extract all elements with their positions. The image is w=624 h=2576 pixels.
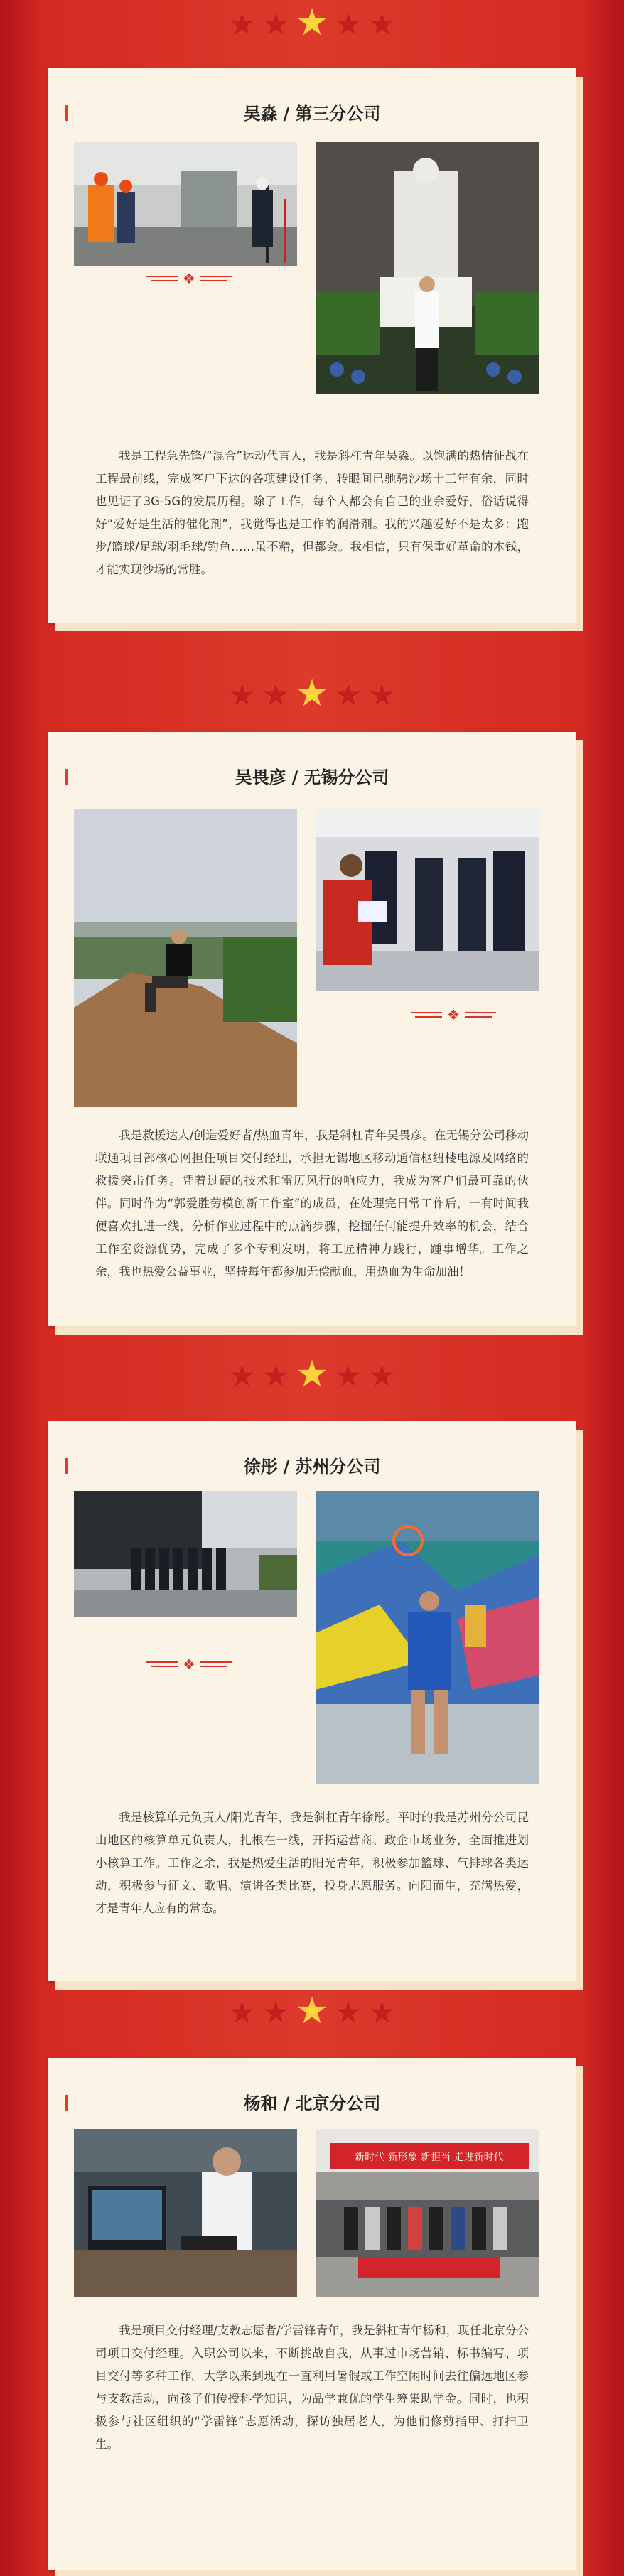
star-icon: ★ — [227, 6, 257, 43]
statue-photo — [316, 142, 539, 394]
banner-text: 新时代 新形象 新担当 走进新时代 — [355, 2152, 504, 2163]
profile-card — [48, 732, 576, 1326]
profile-text: 我是项目交付经理/支教志愿者/学雷锋青年，我是斜杠青年杨和，现任北京分公司项目交付经理。入职公司以来，不断挑战自我，从事过市场营销、标书编写、项目交付等多种工作。大学以来到现在一直利用暑假或工作空闲时间去往偏远地区参与支教活动，向孩子们传授科学知识，为品学兼优的学生筹集助学金。同时，也积极参与社区组织的“学雷锋”志愿活动，探访独居老人，为他们修剪指甲、打扫卫生。 — [95, 2324, 529, 2451]
card-title: 杨和 / 北京分公司 — [243, 2093, 381, 2113]
profile-card — [48, 2058, 576, 2570]
diamond-divider-icon: ❖ — [146, 1656, 232, 1673]
profile-card — [48, 68, 576, 623]
star-icon: ★ — [334, 677, 362, 713]
star-icon: ★ — [262, 1995, 290, 2031]
group-photo — [74, 1491, 297, 1617]
star-icon: ★ — [367, 6, 397, 43]
star-icon: ★ — [367, 1995, 397, 2031]
star-icon: ★ — [367, 1358, 397, 1394]
star-icon: ★ — [334, 1995, 362, 2031]
person-name: 杨和 — [243, 2093, 278, 2113]
profile-card — [48, 1421, 576, 1981]
star-row — [0, 1353, 624, 1396]
star-icon: ★ — [334, 6, 362, 43]
star-icon: ★ — [227, 1995, 257, 2031]
star-row — [0, 672, 624, 715]
star-icon: ★ — [295, 1353, 329, 1396]
volunteer-group-photo — [316, 2129, 539, 2297]
company-name: 无锡分公司 — [303, 767, 389, 787]
profile-text: 我是核算单元负责人/阳光青年，我是斜杠青年徐彤。平时的我是苏州分公司昆山地区的核算单元负责人，扎根在一线，开拓运营商、政企市场业务，全面推进划小核算工作。工作之余，我是热爱生活的阳光青年，积极参加篮球、气排球各类运动，积极参与征文、歌唱、演讲各类比赛，投身志愿服务。向阳而生，充满热爱，才是青年人应有的常态。 — [95, 1811, 529, 1915]
company-name: 第三分公司 — [295, 104, 381, 124]
diamond-divider-icon: ❖ — [411, 1006, 496, 1023]
card-title: 吴淼 / 第三分公司 — [243, 104, 381, 124]
star-icon: ★ — [334, 1358, 362, 1394]
star-icon: ★ — [295, 1990, 329, 2032]
star-icon: ★ — [227, 1358, 257, 1394]
star-row — [0, 1990, 624, 2032]
card-title: 吴畏彦 / 无锡分公司 — [235, 767, 389, 787]
profile-text: 我是工程急先锋/“混合”运动代言人，我是斜杠青年吴淼。以饱满的热情征战在工程最前线，完成客户下达的各项建设任务，转眼间已驰骋沙场十三年有余，同时也见证了3G-5G的发展历程。除了工作，每个人都会有自己的业余爱好，俗话说得好“爱好是生活的催化剂”，我觉得也是工作的润滑剂。我的兴趣爱好不是太多：跑步/篮球/足球/羽毛球/钓鱼……虽不精，但都会。我相信，只有保重好革命的本钱，才能实现沙场的常胜。 — [95, 449, 529, 576]
star-icon: ★ — [262, 6, 290, 43]
person-name: 吴淼 — [243, 104, 278, 124]
star-icon: ★ — [367, 677, 397, 713]
company-name: 苏州分公司 — [295, 1457, 381, 1477]
construction-site-photo — [74, 142, 297, 266]
star-icon: ★ — [227, 677, 257, 713]
card-title: 徐彤 / 苏州分公司 — [243, 1457, 381, 1477]
profile-text: 我是救援达人/创造爱好者/热血青年，我是斜杠青年吴畏彦。在无锡分公司移动联通项目部核心网担任项目交付经理，承担无锡地区移动通信枢纽楼电源及网络的救援突击任务。凭着过硬的技术和雷厉风行的响应力，我成为客户们最可靠的伙伴。同时作为“郭爱胜劳模创新工作室”的成员，在处理完日常工作后，一有时间我便喜欢扎进一线，分析作业过程中的点滴步骤，挖掘任何能提升效率的机会，结合工作室资源优势，完成了多个专利发明，将工匠精神力践行，踵事增华。工作之余，我也热爱公益事业，坚持每年都参加无偿献血，用热血为生命加油！ — [95, 1128, 529, 1278]
office-photo — [316, 809, 539, 991]
person-name: 徐彤 — [243, 1457, 278, 1477]
office-desk-photo — [74, 2129, 297, 2297]
star-icon: ★ — [295, 672, 329, 715]
basketball-photo — [316, 1491, 539, 1784]
hiking-photo — [74, 809, 297, 1107]
star-icon: ★ — [262, 677, 290, 713]
star-icon: ★ — [262, 1358, 290, 1394]
star-row — [0, 1, 624, 44]
star-icon: ★ — [295, 1, 329, 44]
person-name: 吴畏彦 — [235, 767, 286, 787]
company-name: 北京分公司 — [295, 2093, 381, 2113]
diamond-divider-icon: ❖ — [146, 270, 232, 287]
